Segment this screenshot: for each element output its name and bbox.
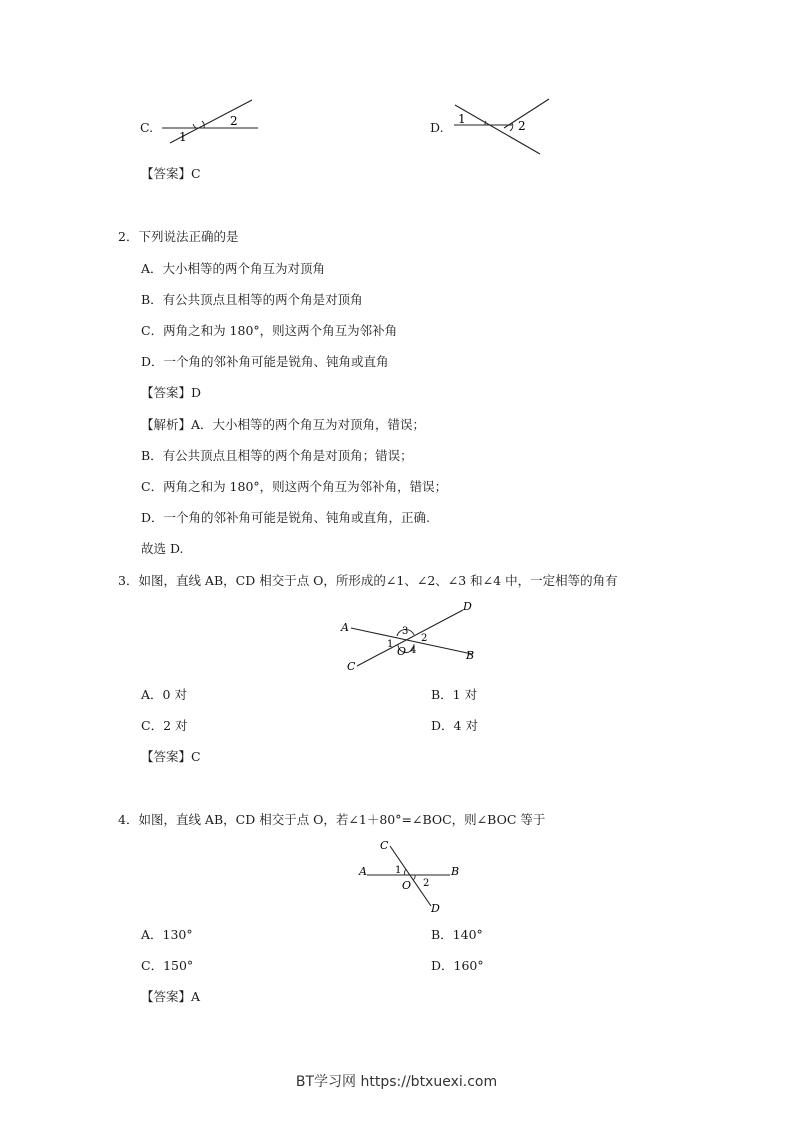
option-d-figure (450, 95, 555, 157)
q2-analysis-line: 【解析】A．大小相等的两个角互为对顶角，错误； (141, 417, 426, 432)
q3-point-c: C (347, 660, 356, 673)
option-c-angle-1: 1 (179, 130, 187, 144)
option-d-line-slanted-2 (504, 99, 549, 128)
q3-angle-3: 3 (402, 626, 409, 637)
q4-stem: 4．如图，直线 AB，CD 相交于点 O，若∠1＋80°=∠BOC，则∠BOC 等于 (118, 812, 546, 827)
q4-angle-arc-1 (405, 869, 406, 875)
q4-option-a: A．130° (141, 927, 193, 942)
q2-analysis-line: C．两角之和为 180°，则这两个角互为邻补角，错误； (141, 479, 448, 494)
q3-angle-4: 4 (410, 645, 417, 656)
option-d-angle-1: 1 (458, 112, 466, 126)
q4-point-a: A (359, 865, 367, 878)
q4-angle-arc-2 (413, 875, 415, 880)
option-d-line-slanted-1 (455, 105, 540, 154)
option-d-angle-2: 2 (518, 119, 526, 133)
q3-angle-2: 2 (421, 633, 428, 644)
q4-angle-2: 2 (423, 878, 430, 889)
q4-option-d: D．160° (431, 958, 484, 973)
q2-analysis-line: D．一个角的邻补角可能是锐角、钝角或直角，正确. (141, 510, 430, 525)
q4-line-cd (390, 846, 431, 906)
q3-stem: 3．如图，直线 AB，CD 相交于点 O，所形成的∠1、∠2、∠3 和∠4 中，一定相等的角有 (118, 573, 618, 588)
q4-option-b: B．140° (431, 927, 483, 942)
q2-option-d: D．一个角的邻补角可能是锐角、钝角或直角 (141, 354, 389, 369)
q4-point-c: C (380, 839, 389, 852)
q2-stem: 2．下列说法正确的是 (118, 229, 239, 244)
q4-figure (355, 836, 465, 916)
q3-point-d: D (463, 600, 472, 613)
option-c-angle-2: 2 (230, 114, 238, 128)
option-c-angle-arc-1 (193, 124, 196, 128)
option-c-figure (160, 95, 265, 145)
q1-answer: 【答案】C (141, 166, 201, 181)
option-c-angle-arc-2 (202, 121, 204, 128)
q3-answer: 【答案】C (141, 749, 201, 764)
option-c-label: C. (140, 120, 154, 135)
q4-point-o: O (402, 879, 412, 892)
q3-option-a: A．0 对 (141, 687, 187, 702)
q3-point-b: B (466, 649, 475, 662)
q3-point-o: O (397, 645, 407, 658)
q4-answer: 【答案】A (141, 989, 201, 1004)
q4-point-d: D (431, 902, 440, 915)
page-footer: BT学习网 https://btxuexi.com (295, 1074, 498, 1090)
q3-line-cd (357, 610, 463, 666)
q3-figure (335, 598, 485, 674)
q3-option-b: B．1 对 (431, 687, 478, 702)
option-d-label: D. (430, 120, 444, 135)
q4-point-b: B (451, 865, 460, 878)
q3-angle-1: 1 (387, 639, 394, 650)
q4-angle-1: 1 (395, 865, 402, 876)
q3-point-a: A (341, 621, 349, 634)
q2-analysis-line: B．有公共顶点且相等的两个角是对顶角；错误； (141, 448, 413, 463)
q2-answer: 【答案】D (141, 385, 202, 400)
q2-option-a: A．大小相等的两个角互为对顶角 (141, 261, 326, 276)
q4-option-c: C．150° (141, 958, 194, 973)
q2-analysis-line: 故选 D. (141, 541, 184, 556)
q3-option-c: C．2 对 (141, 718, 188, 733)
q2-option-b: B．有公共顶点且相等的两个角是对顶角 (141, 292, 363, 307)
q2-option-c: C．两角之和为 180°，则这两个角互为邻补角 (141, 323, 398, 338)
q3-option-d: D．4 对 (431, 718, 478, 733)
